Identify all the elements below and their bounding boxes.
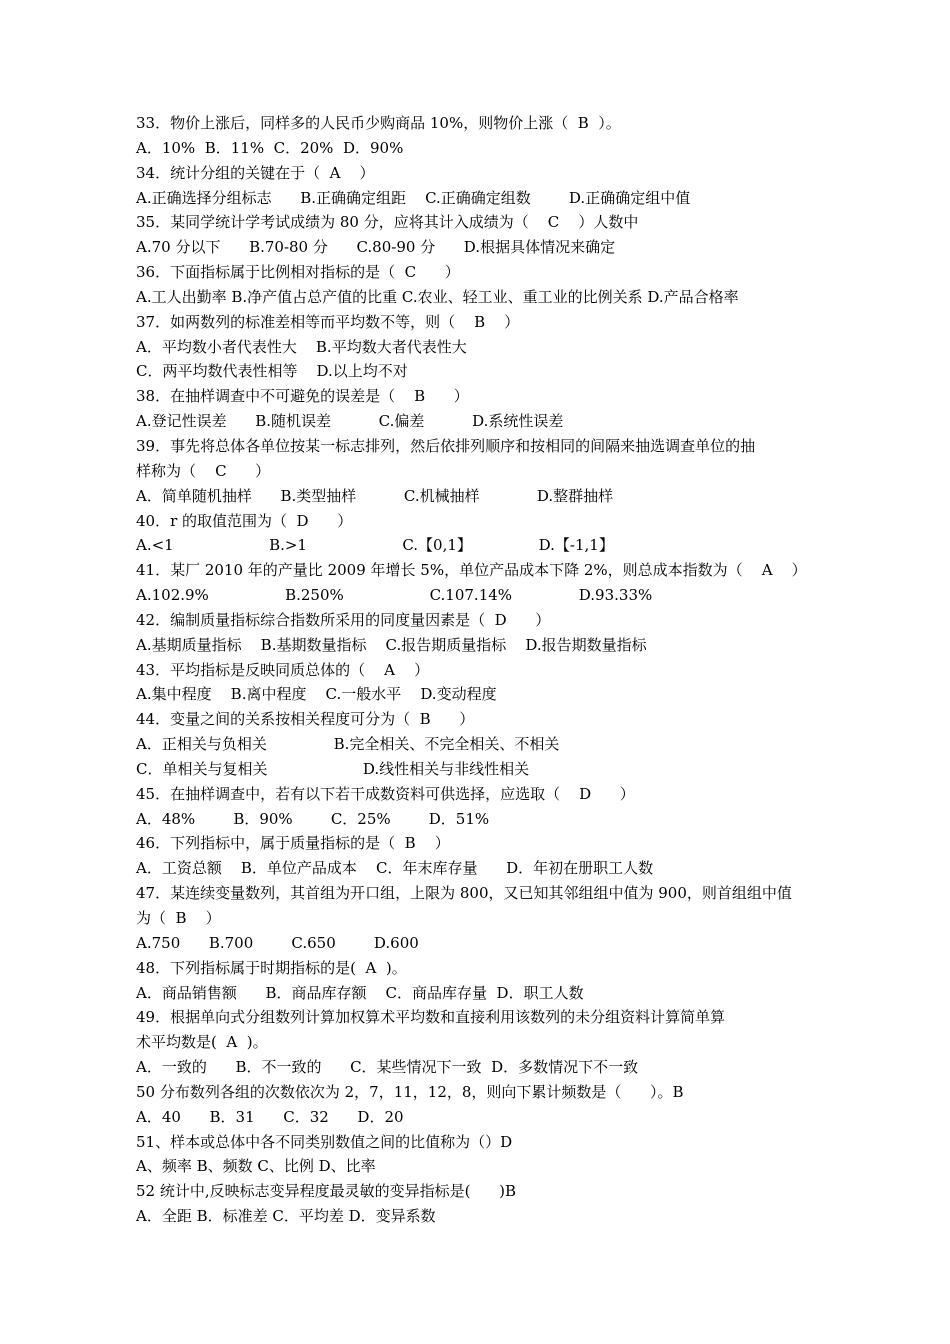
question-41: 41．某厂 2010 年的产量比 2009 年增长 5%，单位产品成本下降 2%，则总成本指数为（ A ）: [136, 561, 807, 580]
question-37: 37．如两数列的标准差相等而平均数不等，则（ B ）: [136, 312, 520, 331]
question-39-cont: 样称为（ C ）: [136, 461, 271, 480]
question-49-cont: 术平均数是( A )。: [136, 1033, 268, 1052]
question-35-options: A.70 分以下 B.70-80 分 C.80-90 分 D.根据具体情况来确定: [136, 238, 616, 257]
question-37-options-2: C．两平均数代表性相等 D.以上均不对: [136, 362, 408, 381]
question-48: 48．下列指标属于时期指标的是( A )。: [136, 958, 407, 977]
question-45-options: A．48% B．90% C．25% D．51%: [136, 809, 490, 828]
question-list: [136, 111, 826, 1229]
question-46-options: A．工资总额 B．单位产品成本 C．年末库存量 D．年初在册职工人数: [136, 859, 654, 878]
question-47: 47．某连续变量数列，其首组为开口组，上限为 800，又已知其邻组组中值为 900，则首组组中值: [136, 884, 792, 903]
question-37-options-1: A．平均数小者代表性大 B.平均数大者代表性大: [136, 337, 467, 356]
question-49-options: A．一致的 B．不一致的 C．某些情况下一致 D．多数情况下不一致: [136, 1058, 639, 1077]
question-47-options: A.750 B.700 C.650 D.600: [136, 933, 419, 952]
question-39-options: A．简单随机抽样 B.类型抽样 C.机械抽样 D.整群抽样: [136, 486, 614, 505]
question-48-options: A．商品销售额 B．商品库存额 C．商品库存量 D．职工人数: [136, 983, 584, 1002]
question-46: 46．下列指标中，属于质量指标的是（ B ）: [136, 834, 450, 853]
question-35: 35．某同学统计学考试成绩为 80 分，应将其计入成绩为（ C ）人数中: [136, 213, 639, 232]
question-43: 43．平均指标是反映同质总体的（ A ）: [136, 660, 430, 679]
question-34-options: A.正确选择分组标志 B.正确确定组距 C.正确确定组数 D.正确确定组中值: [136, 188, 691, 207]
question-45: 45．在抽样调查中，若有以下若干成数资料可供选择，应选取（ D ）: [136, 784, 635, 803]
question-40-options: A.<1 B.>1 C.【0,1】 D.【-1,1】: [136, 536, 614, 555]
question-44-options-1: A．正相关与负相关 B.完全相关、不完全相关、不相关: [136, 735, 560, 754]
question-52-options: A．全距 B．标准差 C．平均差 D．变异系数: [136, 1207, 436, 1226]
question-33: 33．物价上涨后，同样多的人民币少购商品 10%，则物价上涨（ B ）。: [136, 114, 621, 132]
question-51-options: A、频率 B、频数 C、比例 D、比率: [136, 1157, 376, 1176]
question-36: 36．下面指标属于比例相对指标的是（ C ）: [136, 263, 460, 282]
question-38-options: A.登记性误差 B.随机误差 C.偏差 D.系统性误差: [136, 412, 564, 431]
question-51: 51、样本或总体中各不同类别数值之间的比值称为（）D: [136, 1132, 513, 1151]
question-34: 34．统计分组的关键在于（ A ）: [136, 163, 375, 182]
question-43-options: A.集中程度 B.离中程度 C.一般水平 D.变动程度: [136, 685, 497, 704]
question-38: 38．在抽样调查中不可避免的误差是（ B ）: [136, 387, 469, 406]
question-33-options: A．10% B．11% C．20% D．90%: [136, 138, 404, 157]
question-44: 44．变量之间的关系按相关程度可分为（ B ）: [136, 710, 475, 729]
question-42-options: A.基期质量指标 B.基期数量指标 C.报告期质量指标 D.报告期数量指标: [136, 635, 647, 654]
question-36-options: A.工人出勤率 B.净产值占总产值的比重 C.农业、轻工业、重工业的比例关系 D.产品合格率: [136, 287, 739, 306]
question-49: 49．根据单向式分组数列计算加权算术平均数和直接利用该数列的未分组资料计算简单算: [136, 1008, 726, 1027]
question-52: 52 统计中,反映标志变异程度最灵敏的变异指标是( )B: [136, 1182, 516, 1201]
question-44-options-2: C．单相关与复相关 D.线性相关与非线性相关: [136, 759, 530, 778]
question-41-options: A.102.9% B.250% C.107.14% D.93.33%: [136, 586, 653, 605]
question-40: 40．r 的取值范围为（ D ）: [136, 511, 353, 530]
question-42: 42．编制质量指标综合指数所采用的同度量因素是（ D ）: [136, 610, 551, 629]
question-50: 50 分布数列各组的次数依次为 2，7，11，12，8，则向下累计频数是（ ）。B: [136, 1082, 684, 1101]
question-39: 39．事先将总体各单位按某一标志排列，然后依排列顺序和按相同的间隔来抽选调查单位的抽: [136, 436, 756, 455]
question-50-options: A．40 B．31 C．32 D．20: [136, 1107, 404, 1126]
question-47-cont: 为（ B ）: [136, 909, 221, 927]
